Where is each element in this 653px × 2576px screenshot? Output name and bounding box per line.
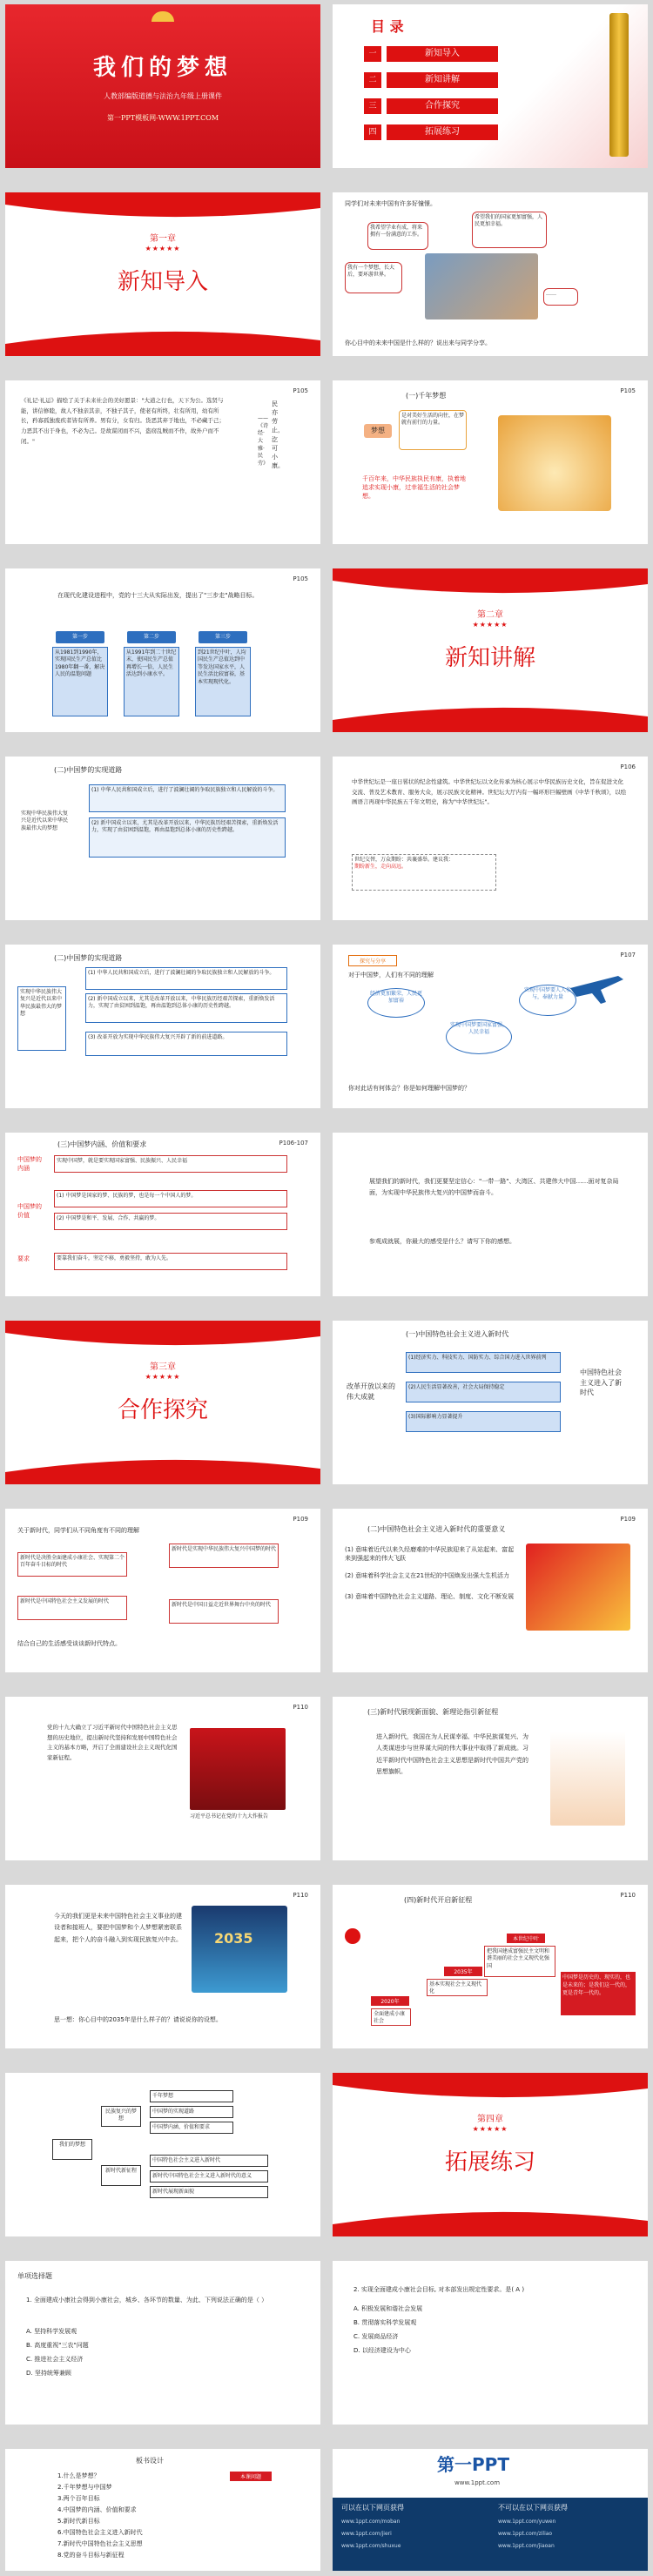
chinese-dream-art <box>550 1732 625 1826</box>
significance-3: (3) 意味着中国特色社会主义道路、理论、制度、文化不断发展 <box>345 1593 515 1600</box>
altar-text: 中华世纪坛是一座日晷状的纪念性建筑。中华世纪坛以文化传承为核心展示中华民族历史文化，旨在促进文化交流、普及艺术教育、服务大众，展示民族文化精神。世纪坛大厅内有一幅环形巨幅壁画《中华千秋颂》，以绘画语言再现中华民族五千年文明史，称为"中华世纪坛"。 <box>352 778 627 806</box>
section-head: (二)中国梦的实现道路 <box>54 954 123 962</box>
wave-bottom-icon <box>5 1449 320 1484</box>
wave-top-icon <box>333 568 648 603</box>
promo-link[interactable]: www.1ppt.com/jieri <box>341 2531 392 2537</box>
quote-highlight: 期盼新生，走向高远。 <box>354 864 407 871</box>
quote-box <box>352 854 496 891</box>
slide-understanding[interactable] <box>5 1509 320 1672</box>
quiz-option[interactable]: B. 贯彻落实科学发展观 <box>353 2319 417 2326</box>
step-3: 第三步 <box>199 631 247 643</box>
quiz-option[interactable]: C. 发展商品经济 <box>353 2333 399 2340</box>
speech-bubble: …… <box>543 288 578 306</box>
promo-url[interactable]: www.1ppt.com <box>454 2479 501 2486</box>
contents-num: 一 <box>364 46 381 62</box>
significance-1: (1) 意味着近代以来久经磨难的中华民族迎来了从站起来、富起来到强起来的伟大飞跃 <box>345 1546 515 1563</box>
page-ref: P110 <box>620 1892 636 1899</box>
step-1-desc: 从1981到1990年，实现国民生产总值比1980年翻一番，解决人民的温饱问题 <box>52 647 108 716</box>
path-point-2: (2) 新中国成立以来，尤其是改革开放以来，中华民族历经艰苦探索，重新焕发活力，实现了由贫困到温饱，再由温饱到总体小康的历史性跨越。 <box>89 817 286 858</box>
promo-logo: 第一PPT <box>437 2454 509 2475</box>
step-2-desc: 从1991年到二十世纪末，使国民生产总值再增长一倍，人民生活达到小康水平。 <box>124 647 179 716</box>
slide-explore-share[interactable] <box>333 945 648 1108</box>
intro-text: 同学们对未来中国有许多好憧憬。 <box>345 200 436 207</box>
opinion-4: 新时代是中国日益走近世界舞台中央的时代 <box>169 1599 279 1624</box>
page-ref: P110 <box>293 1892 308 1899</box>
path-point-3: (3) 改革开放为实现中华民族伟大复兴开辟了新的前进道路。 <box>85 1032 287 1056</box>
goal-mid-century: 把我国建成富强民主文明和谐美丽的社会主义现代化强国 <box>484 1946 555 1977</box>
question-text: 结合自己的生活感受谈谈新时代特点。 <box>17 1640 121 1647</box>
quiz-option[interactable]: C. 推进社会主义经济 <box>26 2356 84 2363</box>
path-point-2: (2) 新中国成立以来，尤其是改革开放以来，中华民族历经艰苦探索，重新焕发活力，实现了由贫困到温饱，再由温饱到总体小康的历史性跨越。 <box>85 993 287 1023</box>
page-ref: P110 <box>293 1704 308 1711</box>
slide-three-steps[interactable] <box>5 568 320 732</box>
contents-num: 二 <box>364 72 381 88</box>
slide-path-1[interactable] <box>5 757 320 920</box>
cover-subtitle: 人教部编版道德与法治九年级上册课件 <box>104 92 222 100</box>
board-head: 板书设计 <box>136 2457 164 2465</box>
right-note: 中国特色社会主义进入了新时代 <box>580 1369 622 1397</box>
wave-top-icon <box>333 2073 648 2108</box>
board-item: 5.新时代新目标 <box>57 2518 100 2525</box>
wave-bottom-icon <box>333 2202 648 2236</box>
promo-link[interactable]: www.1ppt.com/ziliao <box>498 2531 553 2537</box>
cover-site: 第一PPT模板网-WWW.1PPT.COM <box>106 114 219 122</box>
wave-bottom-icon <box>5 321 320 356</box>
quiz-option[interactable]: A. 积极发展和谐社会发展 <box>353 2305 423 2312</box>
map-leaf: 中国梦内涵、价值和要求 <box>150 2122 233 2134</box>
significance-2: (2) 意味着科学社会主义在21世纪的中国焕发出强大生机活力 <box>345 1572 510 1579</box>
page-ref: P106 <box>620 763 636 770</box>
slide-liji[interactable] <box>5 380 320 544</box>
step-2: 第二步 <box>127 631 176 643</box>
cover-emblem-icon <box>151 11 174 22</box>
quiz-question: 1. 全面建成小康社会得到小康社会，城乡、各环节的数量、为此、下列说法正确的是（ ） <box>26 2297 268 2304</box>
wave-bottom-icon <box>333 697 648 732</box>
board-item: 2.千年梦想与中国梦 <box>57 2484 112 2491</box>
question-text: 你对此话有何体会？你是如何理解中国梦的？ <box>348 1085 470 1092</box>
poem-source: ——《诗经·大雅·民劳》 <box>258 415 269 467</box>
board-item: 6.中国特色社会主义进入新时代 <box>57 2529 143 2536</box>
dream-note: 中国梦是历史的、现实的，也是未来的；是我们这一代的，更是青年一代的。 <box>561 1972 636 2015</box>
requirement-text: 要靠我们奋斗，坚定不移，勇毅坚持，敢为人先。 <box>54 1253 287 1270</box>
exhibition-text: 展望我们的新时代，我们更要坚定信心："一带一路"、大湾区、共建伟大中国……面对复杂局面，为实现中华民族伟大复兴的中国梦而奋斗。 <box>369 1178 619 1197</box>
page-ref: P105 <box>293 575 308 582</box>
section-head: (三)中国梦内涵、价值和要求 <box>57 1140 147 1148</box>
path-point-1: (1) 中华人民共和国成立后，进行了波澜壮阔的争取民族独立和人民解放的斗争。 <box>89 784 286 812</box>
contents-num: 四 <box>364 124 381 140</box>
page-ref: P109 <box>293 1516 308 1523</box>
cloud-bubble: 实现中国梦要人人参与，奉献力量 <box>519 985 576 1016</box>
party-emblem-icon <box>345 1928 360 1944</box>
label-requirement: 要求 <box>17 1255 30 1262</box>
chapter-label: 第二章 <box>477 610 503 620</box>
map-leaf: 中国特色社会主义进入新时代 <box>150 2155 268 2167</box>
year-mid-century: 本世纪中叶 <box>507 1934 545 1943</box>
board-item: 8.党的奋斗目标与新征程 <box>57 2552 125 2559</box>
contents-item-2[interactable]: 新知讲解 <box>387 72 498 88</box>
slide-exhibition[interactable] <box>333 1133 648 1296</box>
slide-promo[interactable] <box>333 2449 648 2571</box>
side-note: 实现中华民族伟大复兴是近代以来中华民族最伟大的梦想 <box>17 986 66 1051</box>
page-ref: P105 <box>293 387 308 394</box>
stars-icon: ★★★★★ <box>472 2125 508 2133</box>
explore-tag: 探究与分享 <box>348 955 397 966</box>
future-city-image <box>192 1906 287 1993</box>
step-1: 第一步 <box>56 631 104 643</box>
map-node-1: 民族复兴的梦想 <box>101 2106 141 2127</box>
promo-link[interactable]: www.1ppt.com/shuxue <box>341 2543 401 2549</box>
promo-link[interactable]: www.1ppt.com/jiaoan <box>498 2543 555 2549</box>
speech-bubble: 我有一个梦想，长大后，要环游世界。 <box>345 262 402 293</box>
slide-significance[interactable] <box>333 1509 648 1672</box>
congress-text: 党的十九大确立了习近平新时代中国特色社会主义思想的历史地位，提出新时代坚持和发展中国特色社会主义的基本方略，开启了全面建设社会主义现代化国家新征程。 <box>47 1724 178 1762</box>
connotation-text: 实现中国梦，就是要实现国家富强、民族振兴、人民幸福 <box>54 1155 287 1173</box>
contents-item-4[interactable]: 拓展练习 <box>387 124 498 140</box>
quiz-option[interactable]: D. 坚持统筹兼顾 <box>26 2370 71 2377</box>
value-text-2: (2) 中国梦是和平、发展、合作、共赢的梦。 <box>54 1213 287 1230</box>
board-item: 1.什么是梦想？ <box>57 2472 100 2479</box>
pillar-icon <box>609 13 629 157</box>
wave-top-icon <box>5 1321 320 1355</box>
promo-link[interactable]: www.1ppt.com/moban <box>341 2519 401 2525</box>
slide-chapter-3[interactable] <box>5 1321 320 1484</box>
intro-text: 在现代化建设进程中，党的十三大从实际出发，提出了"三步走"战略目标。 <box>57 592 259 599</box>
photo-caption: 习近平总书记在党的十九大作报告 <box>190 1813 269 1819</box>
section-head: (四)新时代开启新征程 <box>404 1896 473 1904</box>
slide-new-journey[interactable] <box>333 1697 648 1860</box>
section-head: (一)中国特色社会主义进入新时代 <box>406 1330 509 1338</box>
year-label: 2035 <box>214 1930 253 1947</box>
question-text: 思一想：你心目中的2035年是什么样子的？请说说你的设想。 <box>54 2016 222 2023</box>
chapter-title: 拓展练习 <box>444 2149 535 2176</box>
dream-label: 梦想 <box>364 424 392 438</box>
quote-text: 世纪交替，万众期盼：共襄盛举。建议我： <box>354 857 454 863</box>
question-text: 参观成就展，你最大的感受是什么？请写下你的感想。 <box>369 1238 515 1245</box>
liji-text: 《礼记·礼运》描绘了关于未来社会的美好愿景："大道之行也，天下为公。选贤与能，讲信修睦，故人不独亲其亲，不独子其子，使老有所终，壮有所用，幼有所长，矜寡孤独废疾者皆有所养。男有分，女有归。货恶其弃于地也，不必藏于己；力恶其不出于身也，不必为己。是故谋闭而不兴，盗窃乱贼而不作，故外户而不闭。" <box>21 397 225 445</box>
slide-chapter-4[interactable] <box>333 2073 648 2236</box>
section-head: (三)新时代展现新面貌、新理论指引新征程 <box>367 1708 499 1716</box>
board-item: 3.两个百年目标 <box>57 2495 100 2502</box>
slide-quiz-2[interactable] <box>333 2261 648 2425</box>
slide-2035[interactable] <box>5 1885 320 2048</box>
slide-connotation[interactable] <box>5 1133 320 1296</box>
stars-icon: ★★★★★ <box>145 1373 181 1381</box>
chapter-label: 第一章 <box>150 234 176 244</box>
stars-icon: ★★★★★ <box>472 621 508 629</box>
question-text: 你心目中的未来中国是什么样的？说出来与同学分享。 <box>345 340 491 346</box>
chapter-label: 第三章 <box>150 1362 176 1372</box>
opinion-2: 新时代是实现中华民族伟大复兴中国梦的时代 <box>169 1544 279 1568</box>
airplane-icon <box>566 964 627 1007</box>
cover-title: 我们的梦想 <box>92 55 232 81</box>
promo-head-2: 不可以在以下网页获得 <box>498 2504 568 2512</box>
chapter-title: 合作探究 <box>117 1397 208 1423</box>
value-text-1: (1) 中国梦是国家的梦、民族的梦，也是每一个中国人的梦。 <box>54 1190 287 1207</box>
slide-chapter-2[interactable] <box>333 568 648 732</box>
section-head: (二)中国梦的实现道路 <box>54 766 123 774</box>
cloud-bubble: 经济更加繁荣，人民更加富裕 <box>367 988 425 1018</box>
year-2035: 2035年 <box>444 1967 482 1976</box>
slide-century-altar[interactable] <box>333 757 648 920</box>
quiz-option[interactable]: D. 以经济建设为中心 <box>353 2347 411 2354</box>
achievement-2: (2)人民生活显著改善，社会大局保持稳定 <box>406 1382 561 1402</box>
dream-def: 是对美好生活的向往，在梦就有前行的力量。 <box>399 410 467 450</box>
opinion-3: 新时代是中国特色社会主义发展的时代 <box>17 1596 127 1620</box>
chapter-label: 第四章 <box>477 2115 503 2124</box>
quiz-option[interactable]: A. 坚持科学发展观 <box>26 2328 77 2335</box>
opinion-1: 新时代是决胜全面建成小康社会、实现第二个百年奋斗目标的时代 <box>17 1552 127 1577</box>
quiz-head: 单项选择题 <box>17 2272 52 2280</box>
slide-contents[interactable] <box>333 4 648 168</box>
year-2020: 2020年 <box>371 1996 409 2006</box>
flag-image <box>526 1544 630 1631</box>
board-badge: 本课问题 <box>230 2472 272 2481</box>
slide-quiz-1[interactable] <box>5 2261 320 2425</box>
slide-mind-map[interactable] <box>5 2073 320 2236</box>
explore-title: 对于中国梦，人们有不同的理解 <box>348 972 434 979</box>
chapter-title: 新知讲解 <box>444 645 535 671</box>
slide-cover[interactable] <box>5 4 320 168</box>
section-title: 关于新时代，同学们从不同角度有不同的理解 <box>17 1527 139 1534</box>
speaker-photo <box>190 1728 286 1810</box>
map-node-2: 新时代新征程 <box>101 2165 141 2186</box>
slide-thousand-year-dream[interactable] <box>333 380 648 544</box>
future-text: 今天的我们更是未来中国特色社会主义事业的建设者和接班人，要把中国梦和个人梦想紧密联系起来，把个人的奋斗融入到实现民族复兴中去。 <box>54 1913 182 1943</box>
contents-num: 三 <box>364 98 381 114</box>
map-leaf: 千年梦想 <box>150 2090 233 2102</box>
students-photo <box>425 253 538 319</box>
stars-icon: ★★★★★ <box>145 245 181 252</box>
label-connotation: 中国梦的内涵 <box>17 1156 42 1173</box>
slide-congress[interactable] <box>5 1697 320 1860</box>
page-ref: P109 <box>620 1516 636 1523</box>
path-point-1: (1) 中华人民共和国成立后，进行了波澜壮阔的争取民族独立和人民解放的斗争。 <box>85 967 287 990</box>
label-value: 中国梦的价值 <box>17 1203 42 1220</box>
speech-bubble: 希望我们的国家更加富强，人民更加幸福。 <box>472 212 547 248</box>
dream-history: 千百年来，中华民族执民有康，执着地追求实现小康，过幸福生活的社会梦想。 <box>362 475 466 501</box>
map-leaf: 新时代中国特色社会主义进入新时代的意义 <box>150 2170 268 2183</box>
contents-title: 目 录 <box>371 18 404 35</box>
promo-link[interactable]: www.1ppt.com/yuwen <box>498 2519 556 2525</box>
achievement-1: (1)经济实力、科技实力、国防实力、综合国力进入世界前列 <box>406 1352 561 1373</box>
map-leaf: 新时代展现新面貌 <box>150 2186 268 2198</box>
contents-item-3[interactable]: 合作探究 <box>387 98 498 114</box>
page-ref: P107 <box>620 952 636 958</box>
map-root: 我们的梦想 <box>52 2139 92 2160</box>
slide-intro-dreams[interactable] <box>333 192 648 356</box>
wave-top-icon <box>5 192 320 227</box>
board-item: 7.新时代中国特色社会主义思想 <box>57 2540 143 2547</box>
slide-path-2[interactable] <box>5 945 320 1108</box>
journey-text: 进入新时代，我国在为人民谋幸福、中华民族谋复兴、为人类谋进步与世界谋大同的伟大事业中取得了新成就。习近平新时代中国特色社会主义思想是新时代中国共产党的思想旗帜。 <box>376 1733 528 1775</box>
page-ref: P105 <box>620 387 636 394</box>
cloud-bubble: 实现中国梦要国家富强，人民幸福 <box>446 1019 512 1054</box>
side-note: 实现中华民族伟大复兴是近代以来中华民族最伟大的梦想 <box>19 809 70 864</box>
goal-2035: 基本实现社会主义现代化 <box>427 1979 488 1996</box>
goal-2020: 全面建成小康社会 <box>371 2008 411 2026</box>
step-3-desc: 到21世纪中叶，人均国民生产总值达到中等发达国家水平，人民生活比较富裕，基本实现现代化。 <box>195 647 251 716</box>
contents-item-1[interactable]: 新知导入 <box>387 46 498 62</box>
section-head: (一)千年梦想 <box>406 392 447 400</box>
promo-head-1: 可以在以下网页获得 <box>341 2504 404 2512</box>
chapter-title: 新知导入 <box>117 269 208 295</box>
left-note: 改革开放以来的伟大成就 <box>347 1382 395 1401</box>
page-ref: P106-107 <box>279 1140 308 1147</box>
doves-image <box>498 415 611 511</box>
quiz-question: 2. 实现全面建成小康社会目标, 对本部发出规定性要求。是( A ) <box>353 2286 525 2293</box>
board-item: 4.中国梦的内涵、价值和要求 <box>57 2506 137 2513</box>
slide-board-design[interactable] <box>5 2449 320 2571</box>
map-leaf: 中国梦的实现道路 <box>150 2106 233 2118</box>
speech-bubble: 我希望学业有成，将来拥有一份满意的工作。 <box>367 222 428 250</box>
section-head: (二)中国特色社会主义进入新时代的重要意义 <box>367 1525 506 1533</box>
quiz-option[interactable]: B. 高度重视"三农"问题 <box>26 2342 89 2349</box>
slide-chapter-1[interactable] <box>5 192 320 356</box>
poem-text: 民亦劳止，汔可小康。 <box>272 400 284 469</box>
slide-new-era[interactable] <box>333 1321 648 1484</box>
achievement-3: (3)国际影响力显著提升 <box>406 1411 561 1432</box>
slide-new-stage[interactable] <box>333 1885 648 2048</box>
